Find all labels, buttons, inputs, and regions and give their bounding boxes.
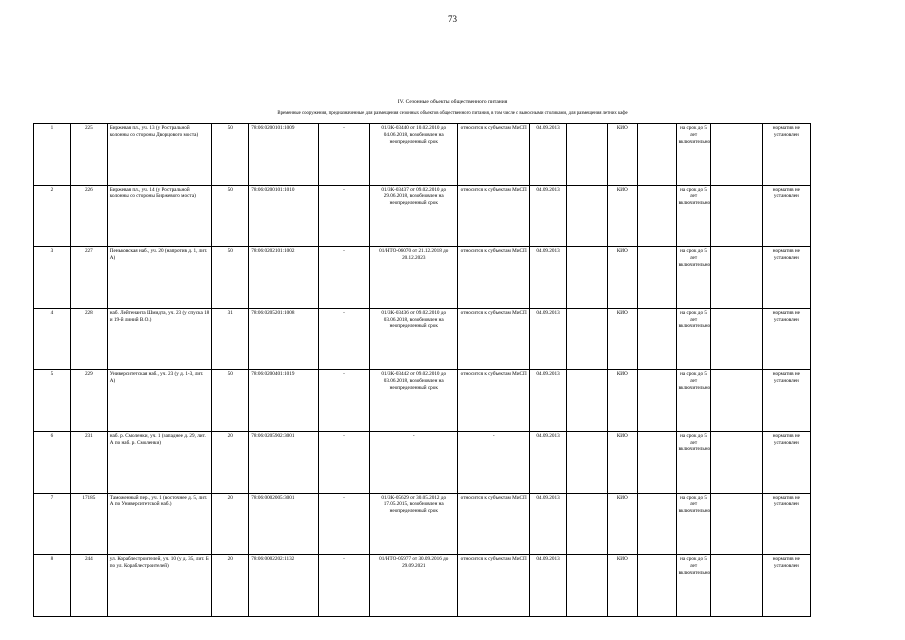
registry-table <box>33 123 811 617</box>
cell-empty-cell <box>711 370 762 432</box>
cell-empty-cell <box>711 493 762 555</box>
cell-area: 31 <box>212 308 249 370</box>
cell-row-number: 5 <box>34 370 71 432</box>
cell-date: 04.09.2013 <box>530 247 567 309</box>
cell-dash: - <box>318 493 369 555</box>
cell-term: на срок до 5 лет включительно <box>676 308 711 370</box>
cell-area: 20 <box>212 493 249 555</box>
cell-area: 50 <box>212 185 249 247</box>
cell-empty-cell <box>637 493 676 555</box>
cell-date: 04.09.2013 <box>530 555 567 617</box>
cell-area: 50 <box>212 124 249 186</box>
cell-date: 04.09.2013 <box>530 308 567 370</box>
cell-term: на срок до 5 лет включительно <box>676 185 711 247</box>
cell-contract: 01/ЗК-05629 от 30.05.2012 до 17.05.2015, возобновлен на неопределенный срок <box>370 493 458 555</box>
cell-address: Биржевая пл., уч. 14 (у Ростральной колонны со стороны Биржевого моста) <box>107 185 212 247</box>
cell-empty-cell <box>711 247 762 309</box>
cell-norm: норматив не установлен <box>762 555 810 617</box>
table-row <box>34 185 811 247</box>
cell-cadastral-number: 78:06:0002005:3001 <box>249 493 319 555</box>
table-body <box>34 124 811 617</box>
cell-empty-cell <box>566 431 607 493</box>
cell-norm: норматив не установлен <box>762 124 810 186</box>
cell-norm: норматив не установлен <box>762 247 810 309</box>
cell-date: 04.09.2013 <box>530 370 567 432</box>
cell-organization: КИО <box>607 555 637 617</box>
table-row <box>34 493 811 555</box>
cell-empty-cell <box>637 370 676 432</box>
cell-category: - <box>458 431 530 493</box>
cell-row-number: 4 <box>34 308 71 370</box>
cell-row-number: 6 <box>34 431 71 493</box>
cell-term: на срок до 5 лет включительно <box>676 247 711 309</box>
cell-term: на срок до 5 лет включительно <box>676 370 711 432</box>
cell-area: 20 <box>212 431 249 493</box>
cell-organization: КИО <box>607 493 637 555</box>
cell-object-id: 228 <box>70 308 107 370</box>
cell-contract: 01/ЗК-03437 от 09.02.2010 до 29.06.2018, возобновлен на неопределенный срок <box>370 185 458 247</box>
page-number: 73 <box>448 14 457 24</box>
cell-object-id: 227 <box>70 247 107 309</box>
cell-organization: КИО <box>607 370 637 432</box>
cell-address: ул. Кораблестроителей, уч. 10 (у д. 35, лит. Б по ул. Кораблестроителей) <box>107 555 212 617</box>
cell-empty-cell <box>637 185 676 247</box>
cell-empty-cell <box>637 124 676 186</box>
cell-empty-cell <box>566 370 607 432</box>
cell-category: относится к субъектам МиСП <box>458 493 530 555</box>
cell-row-number: 2 <box>34 185 71 247</box>
cell-empty-cell <box>566 308 607 370</box>
cell-dash: - <box>318 185 369 247</box>
cell-date: 04.09.2013 <box>530 124 567 186</box>
cell-address: Таможенный пер., уч. 1 (восточнее д. 5, лит. А по Университетской наб.) <box>107 493 212 555</box>
cell-object-id: 244 <box>70 555 107 617</box>
cell-row-number: 7 <box>34 493 71 555</box>
cell-dash: - <box>318 308 369 370</box>
cell-object-id: 226 <box>70 185 107 247</box>
cell-area: 20 <box>212 555 249 617</box>
cell-term: на срок до 5 лет включительно <box>676 124 711 186</box>
cell-empty-cell <box>566 555 607 617</box>
cell-row-number: 3 <box>34 247 71 309</box>
cell-norm: норматив не установлен <box>762 431 810 493</box>
cell-empty-cell <box>711 431 762 493</box>
cell-term: на срок до 5 лет включительно <box>676 493 711 555</box>
cell-dash: - <box>318 247 369 309</box>
cell-empty-cell <box>566 247 607 309</box>
cell-contract: 01/ЗК-03436 от 09.02.2010 до 03.06.2018, возобновлен на неопределенный срок <box>370 308 458 370</box>
cell-dash: - <box>318 555 369 617</box>
cell-cadastral-number: 78:06:0002202:1132 <box>249 555 319 617</box>
cell-organization: КИО <box>607 185 637 247</box>
cell-cadastral-number: 78:06:0202101:1002 <box>249 247 319 309</box>
cell-norm: норматив не установлен <box>762 308 810 370</box>
cell-empty-cell <box>566 124 607 186</box>
cell-empty-cell <box>566 185 607 247</box>
cell-contract: 01/ЗК-03440 от 10.02.2010 до 04.06.2018, возобновлен на неопределенный срок <box>370 124 458 186</box>
cell-contract: 01/НТО-06070 от 21.12.2018 до 20.12.2023 <box>370 247 458 309</box>
cell-contract: 01/ЗК-03442 от 09.02.2010 до 03.06.2018, возобновлен на неопределенный срок <box>370 370 458 432</box>
cell-empty-cell <box>711 124 762 186</box>
cell-term: на срок до 5 лет включительно <box>676 431 711 493</box>
cell-object-id: 231 <box>70 431 107 493</box>
cell-cadastral-number: 78:06:0200101:1010 <box>249 185 319 247</box>
cell-contract: - <box>370 431 458 493</box>
section-subtitle: Временные сооружения, предназначенные для размещения сезонных объектов общественного питания, в том числе с выносными столиками, для размещения летних кафе <box>277 111 628 116</box>
cell-object-id: 229 <box>70 370 107 432</box>
table-row <box>34 555 811 617</box>
cell-cadastral-number: 78:06:0200401:1019 <box>249 370 319 432</box>
cell-cadastral-number: 78:06:0205902:3001 <box>249 431 319 493</box>
cell-contract: 01/НТО-05977 от 30.09.2016 до 29.09.2021 <box>370 555 458 617</box>
cell-cadastral-number: 78:06:0205201:1008 <box>249 308 319 370</box>
cell-organization: КИО <box>607 308 637 370</box>
cell-area: 50 <box>212 370 249 432</box>
cell-object-id: 17185 <box>70 493 107 555</box>
table-row <box>34 370 811 432</box>
cell-empty-cell <box>637 431 676 493</box>
cell-date: 04.09.2013 <box>530 493 567 555</box>
cell-object-id: 225 <box>70 124 107 186</box>
section-title: IV. Сезонные объекты общественного питания <box>397 99 508 105</box>
cell-norm: норматив не установлен <box>762 493 810 555</box>
table-row <box>34 124 811 186</box>
cell-row-number: 1 <box>34 124 71 186</box>
cell-empty-cell <box>637 308 676 370</box>
cell-category: относится к субъектам МиСП <box>458 370 530 432</box>
cell-empty-cell <box>566 493 607 555</box>
cell-organization: КИО <box>607 247 637 309</box>
cell-dash: - <box>318 431 369 493</box>
cell-date: 04.09.2013 <box>530 185 567 247</box>
cell-norm: норматив не установлен <box>762 370 810 432</box>
cell-address: Университетская наб., уч. 23 (у д. 1-3, лит. А) <box>107 370 212 432</box>
cell-address: наб. р. Смоленки, уч. 1 (западнее д. 29, лит. А по наб. р. Смоленки) <box>107 431 212 493</box>
cell-date: 04.09.2013 <box>530 431 567 493</box>
cell-address: наб. Лейтенанта Шмидта, уч. 23 (у спуска 18 и 19-й линий В.О.) <box>107 308 212 370</box>
cell-empty-cell <box>711 555 762 617</box>
cell-cadastral-number: 78:06:0200101:1009 <box>249 124 319 186</box>
table-row <box>34 247 811 309</box>
cell-category: относится к субъектам МиСП <box>458 185 530 247</box>
cell-organization: КИО <box>607 431 637 493</box>
cell-category: относится к субъектам МиСП <box>458 124 530 186</box>
cell-address: Биржевая пл., уч. 13 (у Ростральной колонны со стороны Дворцового моста) <box>107 124 212 186</box>
cell-address: Пеньковская наб., уч. 20 (напротив д. 1, лит. А) <box>107 247 212 309</box>
cell-empty-cell <box>711 185 762 247</box>
cell-row-number: 8 <box>34 555 71 617</box>
cell-dash: - <box>318 124 369 186</box>
table-row <box>34 431 811 493</box>
cell-category: относится к субъектам МиСП <box>458 555 530 617</box>
cell-area: 50 <box>212 247 249 309</box>
cell-organization: КИО <box>607 124 637 186</box>
cell-empty-cell <box>637 247 676 309</box>
cell-category: относится к субъектам МиСП <box>458 247 530 309</box>
cell-empty-cell <box>637 555 676 617</box>
cell-term: на срок до 5 лет включительно <box>676 555 711 617</box>
cell-empty-cell <box>711 308 762 370</box>
cell-category: относится к субъектам МиСП <box>458 308 530 370</box>
table-row <box>34 308 811 370</box>
cell-norm: норматив не установлен <box>762 185 810 247</box>
cell-dash: - <box>318 370 369 432</box>
